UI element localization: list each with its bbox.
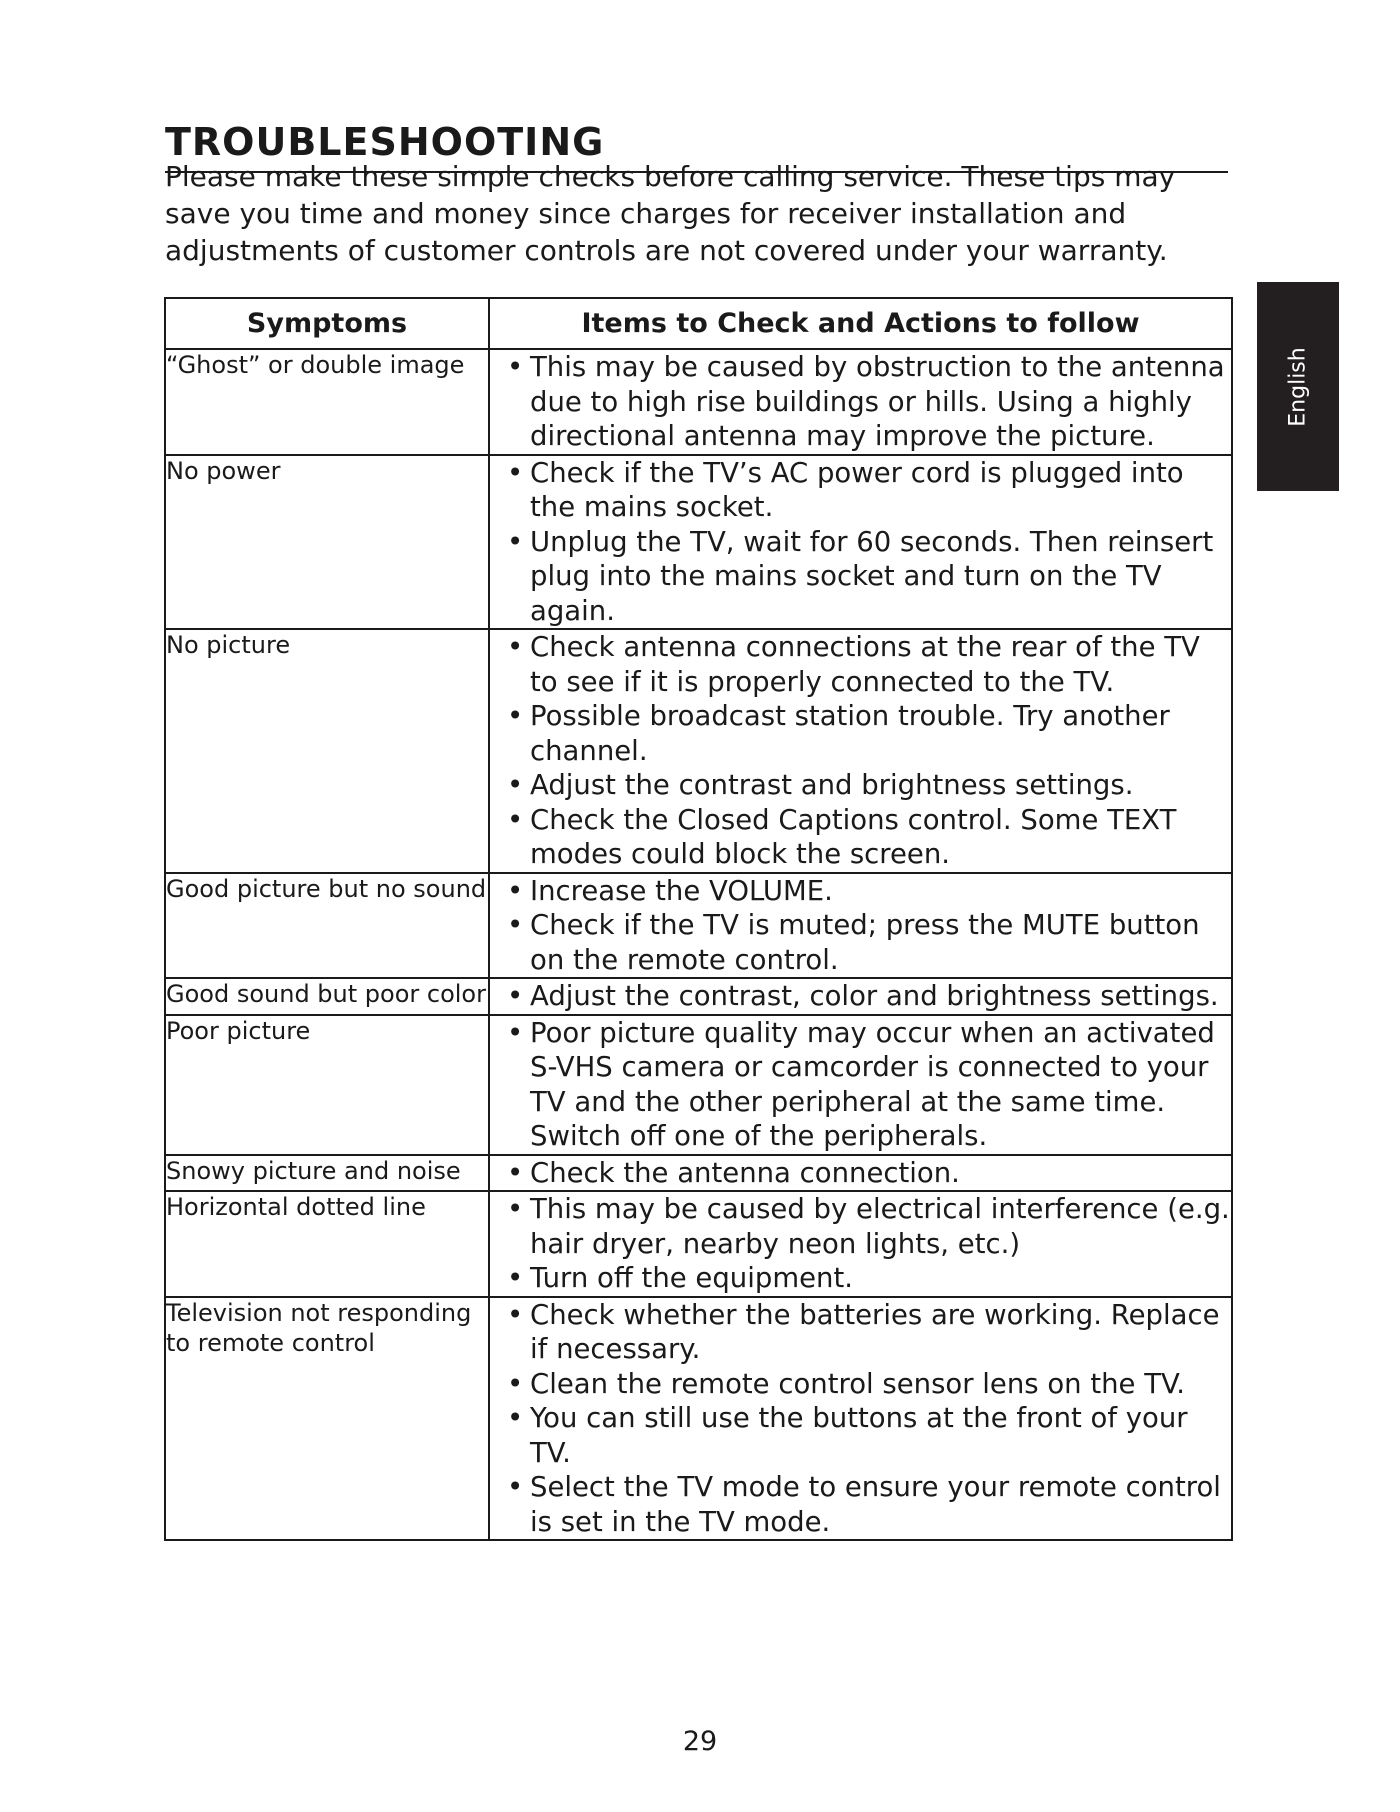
action-item: • Select the TV mode to ensure your remote control is set in the TV mode. xyxy=(490,1470,1231,1539)
actions-header: Items to Check and Actions to follow xyxy=(489,298,1232,349)
symptom-cell: Good sound but poor color xyxy=(165,978,489,1015)
page-title: TROUBLESHOOTING xyxy=(165,117,1228,173)
action-item: • Check antenna connections at the rear of the TV to see if it is properly connected to the TV. xyxy=(490,630,1231,699)
actions-cell xyxy=(489,349,1232,455)
action-item: • Poor picture quality may occur when an activated S-VHS camera or camcorder is connected to your TV and the other peripheral at the same time. Switch off one of the peripherals. xyxy=(490,1016,1231,1154)
actions-cell xyxy=(489,1297,1232,1541)
actions-list xyxy=(490,1298,1231,1540)
actions-list xyxy=(490,874,1231,978)
troubleshooting-table xyxy=(164,297,1233,1541)
table-row xyxy=(165,455,1232,630)
actions-list xyxy=(490,350,1231,454)
action-item: • This may be caused by obstruction to the antenna due to high rise buildings or hills. Using a highly directional antenna may improve the picture. xyxy=(490,350,1231,454)
action-item: • Check if the TV’s AC power cord is plugged into the mains socket. xyxy=(490,456,1231,525)
actions-list xyxy=(490,630,1231,872)
table-row xyxy=(165,978,1232,1015)
symptom-cell: “Ghost” or double image xyxy=(165,349,489,455)
action-item: • Clean the remote control sensor lens on the TV. xyxy=(490,1367,1231,1402)
table-row xyxy=(165,1297,1232,1541)
actions-cell xyxy=(489,873,1232,979)
table-body xyxy=(165,349,1232,1540)
action-item: • This may be caused by electrical interference (e.g. hair dryer, nearby neon lights, etc.) xyxy=(490,1192,1231,1261)
symptom-cell: Poor picture xyxy=(165,1015,489,1155)
action-item: • Possible broadcast station trouble. Try another channel. xyxy=(490,699,1231,768)
table-row xyxy=(165,1155,1232,1192)
table-row xyxy=(165,349,1232,455)
table-row xyxy=(165,1015,1232,1155)
action-item: • Check the antenna connection. xyxy=(490,1156,1231,1191)
actions-list xyxy=(490,1192,1231,1296)
symptom-cell: Snowy picture and noise xyxy=(165,1155,489,1192)
intro-paragraph: Please make these simple checks before calling service. These tips may save you time and money since charges for receiver installation and adjustments of customer controls are not covered under your warranty. xyxy=(165,160,1176,267)
language-tab-label: English xyxy=(1285,346,1311,427)
action-item: • Unplug the TV, wait for 60 seconds. Then reinsert plug into the mains socket and turn on the TV again. xyxy=(490,525,1231,629)
action-item: • Check the Closed Captions control. Some TEXT modes could block the screen. xyxy=(490,803,1231,872)
action-item: • Increase the VOLUME. xyxy=(490,874,1231,909)
action-item: • Turn off the equipment. xyxy=(490,1261,1231,1296)
symptom-cell: No picture xyxy=(165,629,489,873)
action-item: • Adjust the contrast and brightness settings. xyxy=(490,768,1231,803)
table-header-row xyxy=(165,298,1232,349)
language-tab xyxy=(1257,282,1339,491)
table-row xyxy=(165,1191,1232,1297)
actions-list xyxy=(490,979,1231,1014)
actions-list xyxy=(490,1156,1231,1191)
action-item: • You can still use the buttons at the front of your TV. xyxy=(490,1401,1231,1470)
actions-cell xyxy=(489,1191,1232,1297)
actions-cell xyxy=(489,455,1232,630)
symptom-cell: Television not responding to remote control xyxy=(165,1297,489,1541)
actions-cell xyxy=(489,1015,1232,1155)
actions-cell xyxy=(489,1155,1232,1192)
actions-cell xyxy=(489,978,1232,1015)
table-row xyxy=(165,629,1232,873)
symptom-cell: No power xyxy=(165,455,489,630)
symptoms-header: Symptoms xyxy=(165,298,489,349)
action-item: • Check whether the batteries are working. Replace if necessary. xyxy=(490,1298,1231,1367)
action-item: • Check if the TV is muted; press the MUTE button on the remote control. xyxy=(490,908,1231,977)
actions-list xyxy=(490,1016,1231,1154)
table-row xyxy=(165,873,1232,979)
action-item: • Adjust the contrast, color and brightness settings. xyxy=(490,979,1231,1014)
actions-cell xyxy=(489,629,1232,873)
symptom-cell: Horizontal dotted line xyxy=(165,1191,489,1297)
actions-list xyxy=(490,456,1231,629)
symptom-cell: Good picture but no sound xyxy=(165,873,489,979)
page-number: 29 xyxy=(682,1726,718,1757)
